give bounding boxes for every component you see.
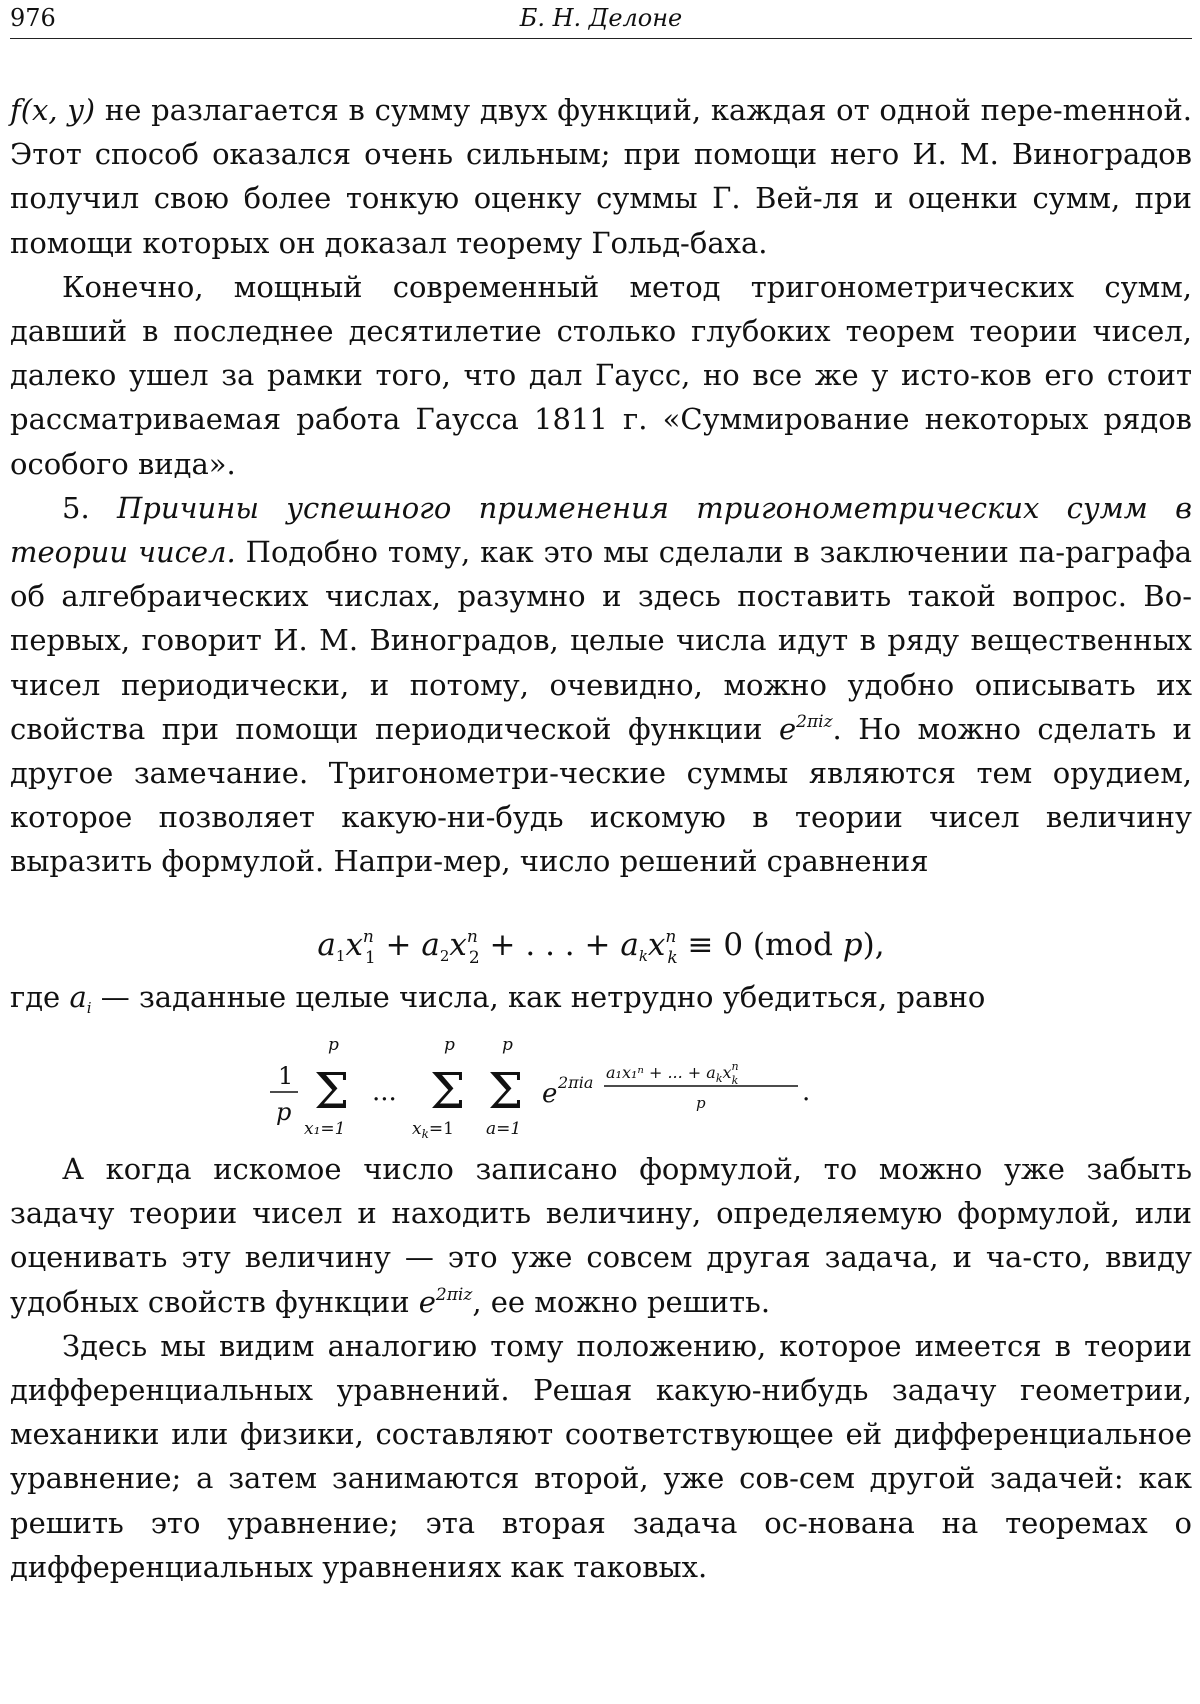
text-run: Подобно тому, как это мы сделали в заключении па-раграфа об алгебраических числах, разумно и здесь поставить такой вопрос. Во-первых, говорит И. М. Виноградов, целые числа идут в ряду вещественных чисел периодически, и потому, очевидно, можно удобно описывать их свойства при помощи периодической функции [10,535,1192,746]
exp-denominator: p [696,1094,706,1112]
text-run: не разлагается в сумму двух функций, каждая от одной пере-mенной. Этот способ оказался очень сильным; при помощи него И. М. Виноградов получил свою более тонкую оценку суммы Г. Вей-ля и оценки сумм, при помощи которых он доказал теорему Гольд-баха. [10,93,1192,260]
text-run: , ее можно решить. [472,1284,771,1319]
running-title: Б. Н. Делоне [519,4,683,32]
italic-run: e [778,711,797,746]
sum-formula-svg [270,1028,910,1138]
sum-1-sigma: Σ [314,1062,350,1120]
sum-1-lower: x₁=1 [304,1119,346,1138]
paragraph [10,265,1192,486]
sum-3-upper: p [502,1035,513,1055]
running-head [10,0,1192,39]
sum-formula [270,1028,910,1138]
formula-period: . [802,1077,811,1107]
frac-denominator: p [276,1098,292,1126]
italic-run: f(x, y) [10,93,96,127]
congruence-equation: $a1x^n_1 + a2x^n_2$ + . . . + akx$^n_k$ ≡ 0 (mod p), [317,927,885,968]
body-text-top [10,88,1192,884]
where-line: где $a_i$ — заданные целые числа, как нетрудно убедиться, равно [10,980,986,1017]
exp-prefix: 2πia [558,1073,594,1092]
sum-2-sigma: Σ [430,1062,466,1120]
text-run: 5. [62,490,117,525]
italic-run: Причины успешного применения тригонометрических сумм в теории чисел. [10,490,1193,570]
exp-numerator: a₁x₁ⁿ + ... + $a_kx^n$ k [606,1060,739,1087]
sum-2-upper: p [444,1035,455,1055]
body-text-bottom [10,1147,1192,1589]
frac-numerator: 1 [278,1062,294,1090]
sum-2-lower: $x_k=1$ [412,1119,454,1138]
italic-run: e [418,1284,436,1319]
sum-3-sigma: Σ [488,1062,524,1120]
text-run: Здесь мы видим аналогию тому положению, которое имеется в теории дифференциальных уравнений. Решая какую-нибудь задачу геометрии, механики или физики, составляют соответствующее ей дифференциальное уравнение; а затем занимаются второй, уже сов-сем другой задачей: как решить это уравнение; эта вторая задача ос-нована на теоремах о дифференциальных уравнениях как таковых. [10,1328,1192,1584]
text-run: Конечно, мощный современный метод тригонометрических сумм, давший в последнее десятилетие столько глубоких теорем теории чисел, далеко ушел за рамки того, что дал Гаусс, но все же у исто-ков его стоит рассматриваемая работа Гаусса 1811 г. «Суммирование некоторых рядов особого вида». [10,269,1192,481]
paragraph [10,1147,1192,1324]
superscript: 2πiz [435,1284,473,1305]
exp-base: e [542,1079,558,1109]
sum-3-lower: a=1 [486,1119,522,1138]
superscript: 2πiz [796,711,833,732]
text-run: . Но можно сделать и другое замечание. Тригонометри-ческие суммы являются тем орудием, которое позволяет какую-ни-будь искомую в теории чисел величину выразить формулой. Напри-мер, число решений сравнения [10,711,1192,879]
page [10,0,1192,1704]
sum-1-upper: p [328,1035,339,1055]
paragraph [10,1324,1192,1589]
paragraph [10,88,1192,265]
paragraph [10,486,1192,884]
text-run: А когда искомое число записано формулой, то можно уже забыть задачу теории чисел и находить величину, определяемую формулой, или оценивать эту величину — это уже совсем другая задача, и ча-сто, ввиду удобных свойств функции [10,1152,1192,1319]
sum-ellipsis: ... [372,1077,397,1107]
page-number: 976 [10,4,56,32]
